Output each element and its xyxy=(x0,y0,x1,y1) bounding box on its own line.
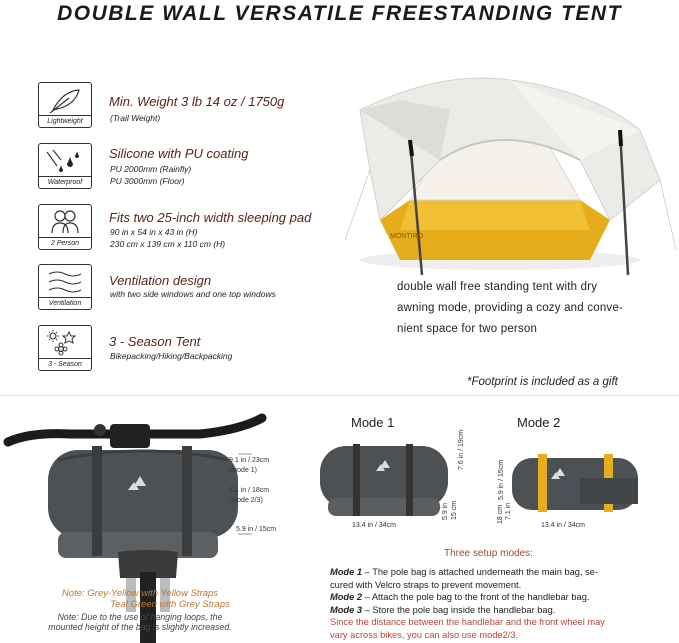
setup-text: cured with Velcro straps to prevent movement. xyxy=(330,579,522,590)
mode1-height: 7.6 in / 19cm xyxy=(458,429,465,470)
bag-height-mode1-label: (mode 1) xyxy=(229,467,258,474)
setup-item xyxy=(330,591,675,604)
feature-icon-caption: Waterproof xyxy=(39,176,91,188)
tent-image xyxy=(340,60,679,280)
feature-detail: Bikepacking/Hiking/Backpacking xyxy=(110,351,233,361)
setup-text: – Attach the pole bag to the front of the handlebar bag. xyxy=(362,592,590,602)
setup-warning: Since the distance between the handlebar and the front wheel may xyxy=(330,617,605,627)
color-note: Note: Grey-Yellow with Yellow Straps xyxy=(61,588,219,599)
feature-detail: 230 cm x 139 cm x 110 cm (H) xyxy=(110,239,226,249)
mode2-small-dim-b: 18 cm xyxy=(497,504,504,524)
setup-label: Mode 3 xyxy=(330,604,363,615)
feature-icon-caption: Ventilation xyxy=(39,297,91,309)
color-note: Teal Green with Grey Straps xyxy=(110,599,230,610)
loop-note: mounted height of the bag is slightly increased. xyxy=(48,622,232,632)
gift-note: *Footprint is included as a gift xyxy=(467,376,618,388)
setup-text: – The pole bag is attached underneath the main bag, se- xyxy=(362,567,599,577)
setup-item xyxy=(330,604,675,617)
feature-heading: Fits two 25-inch width sleeping pad xyxy=(109,210,312,225)
feature-detail: with two side windows and one top windows xyxy=(110,289,276,299)
feature-icon-box xyxy=(38,82,92,128)
tent-description xyxy=(397,277,677,340)
mode1-title: Mode 1 xyxy=(351,415,395,430)
mode2-title: Mode 2 xyxy=(517,415,561,430)
feature-list xyxy=(0,0,380,380)
feature-heading: Ventilation design xyxy=(109,273,212,288)
description-line: double wall free standing tent with dry xyxy=(397,281,598,293)
feature-heading: Min. Weight 3 lb 14 oz / 1750g xyxy=(109,94,285,109)
mode2-small-dim-a: 7.1 in xyxy=(505,502,512,520)
setup-label: Mode 1 xyxy=(330,567,363,577)
setup-warning: vary across bikes, you can also use mode2/3. xyxy=(330,629,519,640)
mode2-bag-image xyxy=(510,448,655,518)
page-title: DOUBLE WALL VERSATILE FREESTANDING TENT xyxy=(57,2,622,25)
mode1-width: 13.4 in / 34cm xyxy=(352,522,396,529)
section-divider xyxy=(0,395,679,396)
feature-heading: 3 - Season Tent xyxy=(109,334,201,349)
feature-heading: Silicone with PU coating xyxy=(109,146,249,161)
mode2-height: 5.9 in / 15cm xyxy=(498,459,505,500)
bag-height-mode23-label: (mode 2/3) xyxy=(229,497,263,504)
description-line: awning mode, providing a cozy and conve- xyxy=(397,302,623,314)
bag-notes xyxy=(0,588,280,632)
setup-text: – Store the pole bag inside the handlebar bag. xyxy=(362,604,556,615)
tent-brand-logo: MONTIRO xyxy=(390,233,424,240)
setup-label: Mode 2 xyxy=(330,592,363,602)
feature-detail: PU 3000mm (Floor) xyxy=(110,176,185,186)
bag-height-mode23: 7.1 in / 18cm xyxy=(229,487,270,494)
feature-icon-box xyxy=(38,204,92,250)
loop-note: Note: Due to the use of hanging loops, the xyxy=(57,612,223,622)
feather-icon xyxy=(39,83,91,117)
feature-icon-box xyxy=(38,264,92,310)
bag-height-mode1: 9.1 in / 23cm xyxy=(229,457,270,464)
setup-list xyxy=(330,566,675,641)
feature-icon-box xyxy=(38,325,92,371)
feature-icon-caption: Lightweight xyxy=(39,115,91,127)
water-drops-icon xyxy=(39,144,91,178)
setup-heading: Three setup modes: xyxy=(444,548,533,559)
feature-icon-caption: 3 - Season xyxy=(39,358,91,370)
season-icon xyxy=(39,326,91,360)
feature-icon-caption: 2 Person xyxy=(39,237,91,249)
feature-icon-box xyxy=(38,143,92,189)
setup-item xyxy=(330,579,675,592)
description-line: nient space for two person xyxy=(397,323,538,335)
feature-detail: PU 2000mm (Rainfly) xyxy=(110,164,192,174)
mode2-width: 13.4 in / 34cm xyxy=(541,522,585,529)
mode1-small-dim-a: 5.9 in xyxy=(442,502,449,520)
mode1-small-dim-b: 15 cm xyxy=(451,500,458,520)
feature-detail: (Trail Weight) xyxy=(110,113,161,123)
setup-item xyxy=(330,566,675,579)
wind-lines-icon xyxy=(39,265,91,299)
bag-depth: 5.9 in / 15cm xyxy=(236,526,277,533)
two-person-icon xyxy=(39,205,91,239)
feature-detail: 90 in x 54 in x 43 in (H) xyxy=(110,227,198,237)
